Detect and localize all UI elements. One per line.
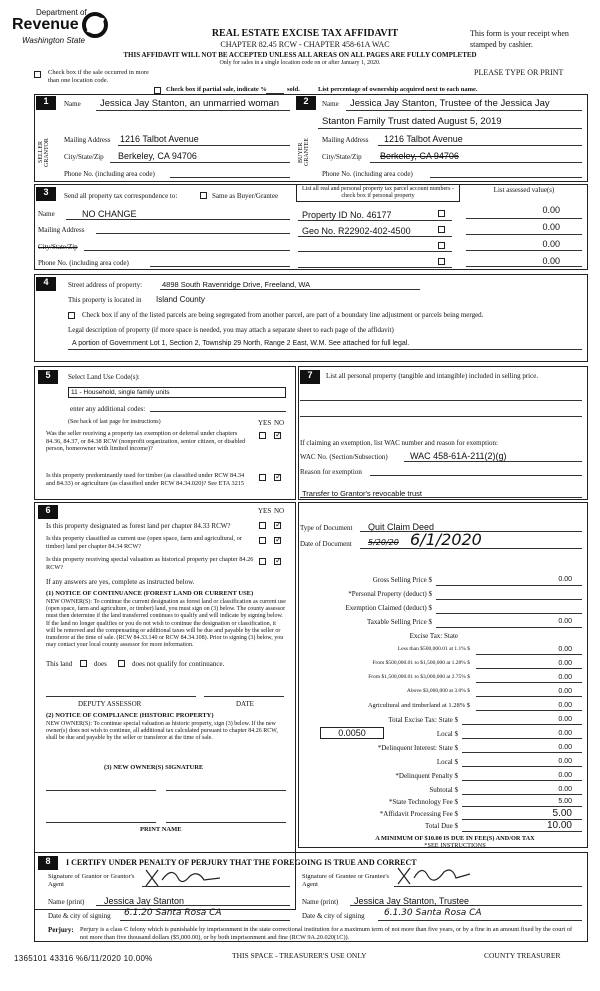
grantee-signature-mark (394, 864, 504, 886)
buyer-city[interactable]: Berkeley, CA 94706 (380, 151, 459, 161)
county-treasurer: COUNTY TREASURER (484, 951, 561, 960)
parcel-1[interactable]: Property ID No. 46177 (302, 210, 392, 220)
buyer-city-label: City/State/Zip (322, 153, 362, 161)
assessed-3[interactable]: 0.00 (542, 239, 560, 249)
located-label: This property is located in (68, 296, 142, 304)
same-as-buyer-label: Same as Buyer/Grantee (212, 192, 279, 200)
print-name-label: PRINT NAME (140, 826, 182, 833)
dor-logo (8, 8, 128, 48)
s6-q2: Is this property classified as current use (open space, farm and agricultural, or timber) land per chapter 84.34 RCW? (46, 535, 242, 550)
tax-row-value[interactable]: 0.00 (558, 730, 572, 737)
tax-row-label: Agricultural and timberland at 1.28% $ (367, 702, 470, 709)
perjury-label: Perjury: (48, 926, 74, 934)
reason-label: Reason for exemption (300, 468, 362, 476)
tax-row-value[interactable]: 0.00 (558, 674, 572, 681)
grantee-name-label: Name (print) (302, 898, 339, 906)
tax-row-label: Local $ (436, 758, 458, 766)
s3-mail-label: Mailing Address (38, 226, 85, 234)
doc-type-label: Type of Document (300, 524, 353, 532)
seller-name-label: Name (64, 100, 81, 108)
section-8-number: 8 (38, 856, 58, 870)
list-pct-label: List percentage of ownership acquired next to each name. (318, 86, 478, 93)
legal-value[interactable]: A portion of Government Lot 1, Section 2, Township 29 North, Range 2 East, W.M. See attached for full legal. (72, 340, 410, 347)
s5-q2-yes[interactable] (259, 474, 266, 481)
tax-row-value[interactable]: 0.00 (558, 716, 572, 723)
tax-row-label: *Delinquent Penalty $ (395, 772, 458, 780)
assessed-4[interactable]: 0.00 (542, 256, 560, 266)
s5-q2-no[interactable] (274, 474, 281, 481)
tax-row-label: Subtotal $ (429, 786, 458, 794)
buyer-mail-label: Mailing Address (322, 136, 369, 144)
logo-mark-icon (82, 12, 108, 38)
s6-q1-yes[interactable] (259, 522, 266, 529)
tax-row-value[interactable]: 0.00 (558, 744, 572, 751)
seller-side-label: SELLER GRANTOR (38, 138, 50, 167)
minimum-due-note: A MINIMUM OF $10.00 IS DUE IN FEE(S) AND/OR TAX (375, 835, 535, 842)
exemption-claim-label: If claiming an exemption, list WAC number and reason for exemption: (300, 439, 498, 447)
seller-name[interactable]: Jessica Jay Stanton, an unmarried woman (100, 98, 280, 109)
seller-phone-label: Phone No. (including area code) (64, 170, 155, 178)
land-use-label: Select Land Use Code(s): (68, 373, 140, 381)
tax-row-label: *Delinquent Interest: State $ (377, 744, 458, 752)
tax-row-label: From $1,500,000.01 to $3,000,000 at 2.75% $ (368, 674, 470, 680)
s6-yes: YES (258, 507, 272, 515)
personal-property-label: List all personal property (tangible and intangible) included in selling price. (326, 372, 539, 380)
notice-1-title: (1) NOTICE OF CONTINUANCE (FOREST LAND OR CURRENT USE) (46, 590, 254, 597)
s3-city-label: City/State/Zip (38, 243, 78, 251)
only-for-note: Only for sales in a single location code on or after January 1, 2020. (219, 60, 381, 66)
segregated-checkbox[interactable] (68, 312, 75, 319)
seller-mail-label: Mailing Address (64, 136, 111, 144)
s3-name-label: Name (38, 210, 55, 218)
tax-row-label: Above $3,000,000 at 3.0% $ (406, 688, 470, 694)
does-label: does (94, 660, 107, 668)
tax-row-value[interactable]: 0.00 (558, 758, 572, 765)
doc-type-value[interactable]: Quit Claim Deed (368, 522, 435, 532)
same-as-buyer-checkbox[interactable] (200, 192, 207, 199)
logo-state: Washington State (22, 36, 86, 45)
multi-location-label: Check box if the sale occurred in more than one location code. (48, 69, 149, 84)
street-value[interactable]: 4898 South Ravenridge Drive, Freeland, WA (162, 280, 311, 289)
tax-row-label: Less than $500,000.01 at 1.1% $ (397, 646, 470, 652)
buyer-name-line2[interactable]: Stanton Family Trust dated August 5, 2019 (322, 116, 502, 127)
additional-codes-label: enter any additional codes: (70, 405, 146, 413)
parcel-header: List all real and personal property tax parcel account numbers - check box if personal property (302, 186, 454, 199)
section-1-number: 1 (36, 96, 56, 110)
perjury-text: Perjury is a class C felony which is punishable by imprisonment in the state correctional institution for a maximum term of not more than five years, or by a fine in an amount fixed by the court of not more than five thousand dollars ($5,000.00), or by both imprisonment and fine (RCW 9A.20.020(1C)). (80, 926, 573, 941)
seller-city-label: City/State/Zip (64, 153, 104, 161)
s6-q3-yes[interactable] (259, 558, 266, 565)
receipt-note: This form is your receipt when stamped by cashier. (470, 29, 569, 49)
form-title: REAL ESTATE EXCISE TAX AFFIDAVIT (211, 28, 399, 39)
section-3-number: 3 (36, 187, 56, 201)
grantor-signature-mark (142, 866, 252, 888)
logo-revenue: Revenue (12, 16, 79, 33)
section-2-number: 2 (296, 96, 316, 110)
tax-row-label: Exemption Claimed (deduct) $ (345, 604, 432, 612)
see-instructions-note: *SEE INSTRUCTIONS (424, 842, 486, 849)
parcel-3-personal-checkbox[interactable] (438, 242, 445, 249)
tax-row-label: *Personal Property (deduct) $ (348, 590, 432, 598)
grantee-name[interactable]: Jessica Jay Stanton, Trustee (354, 896, 470, 906)
date-label: DATE (236, 700, 254, 708)
notice-1-text: NEW OWNER(S): To continue the current designation as forest land or classification as current use (open space, farm and agriculture, or timber) land, you must sign on (3) below. The county assessor must then determine if the land transferred continues to qualify and will indicate by signing below. If the land no longer qualifies or you do not wish to continue the designation or classification, it will be removed and the compensating or additional taxes will be due and payable by the seller or transferor at the time of sale. (RCW 84.33.140 or RCW 84.34.108). Prior to signing (3) below, you may contact your local county assessor for more information. (46, 599, 286, 649)
s6-q2-no[interactable] (274, 537, 281, 544)
tax-row-label: Local $ (436, 730, 458, 738)
not-qualify-label: does not qualify for continuance. (132, 660, 225, 668)
treasurer-use-only: THIS SPACE - TREASURER'S USE ONLY (232, 951, 367, 960)
send-correspondence-label: Send all property tax correspondence to: (64, 192, 178, 200)
street-label: Street address of property: (68, 281, 143, 289)
s5-q1-yes[interactable] (259, 432, 266, 439)
grantor-name[interactable]: Jessica Jay Stanton (104, 896, 185, 906)
local-rate: 0.0050 (338, 728, 366, 738)
grantee-signature-label: Signature of Grantee or Grantee's Agent (302, 873, 390, 888)
tax-row-value[interactable]: 0.00 (558, 618, 572, 625)
s3-phone-label: Phone No. (including area code) (38, 259, 129, 267)
land-use-value: 11 - Household, single family units (71, 389, 170, 396)
grantee-date-label: Date & city of signing (302, 912, 365, 920)
deputy-assessor-label: DEPUTY ASSESSOR (78, 700, 142, 708)
tax-row-label: *State Technology Fee $ (388, 798, 458, 806)
parcel-2-personal-checkbox[interactable] (438, 226, 445, 233)
tax-row-value[interactable]: 0.00 (558, 772, 572, 779)
does-not-qualify-checkbox[interactable] (118, 660, 125, 667)
if-yes-note: If any answers are yes, complete as instructed below. (46, 578, 195, 586)
tax-row-value[interactable]: 0.00 (558, 660, 572, 667)
grantor-signature-label: Signature of Grantor or Grantor's Agent (48, 873, 135, 888)
this-land-label: This land (46, 660, 73, 668)
reason-value[interactable]: Transfer to Grantor's revocable trust (302, 489, 422, 498)
partial-sold-label: sold. (287, 86, 300, 93)
tax-row-value[interactable]: 0.00 (558, 702, 572, 709)
grantor-date-label: Date & city of signing (48, 912, 111, 920)
form-warning: THIS AFFIDAVIT WILL NOT BE ACCEPTED UNLESS ALL AREAS ON ALL PAGES ARE FULLY COMPLETED (123, 51, 477, 59)
buyer-mail[interactable]: 1216 Talbot Avenue (384, 134, 463, 144)
logo-dept: Department of (36, 8, 87, 17)
doc-date-struck: 5/20/20 (368, 538, 399, 547)
s6-q1: Is this property designated as forest land per chapter 84.33 RCW? (46, 522, 231, 530)
wac-value[interactable]: WAC 458-61A-211(2)(g) (410, 451, 507, 461)
grantor-name-label: Name (print) (48, 898, 85, 906)
grantee-date[interactable]: 6.1.30 Santa Rosa CA (384, 908, 482, 918)
tax-row-label: Gross Selling Price $ (372, 576, 432, 584)
s6-no: NO (274, 507, 285, 515)
notice-2-text: NEW OWNER(S): To continue special valuation as historic property, sign (3) below. If the new owner(s) does not wish to continue, all additional tax calculated pursuant to chapter 84.26 RCW, shall be due and payable by the seller or transferor at the time of sale. (46, 721, 278, 742)
see-back-note: (See back of last page for instructions) (68, 419, 161, 425)
parcel-1-personal-checkbox[interactable] (438, 210, 445, 217)
s6-q3-no[interactable] (274, 558, 281, 565)
s6-q1-no[interactable] (274, 522, 281, 529)
partial-sale-label: Check box if partial sale, indicate % (166, 86, 267, 93)
grantor-signature[interactable] (142, 866, 282, 886)
tax-row-label: Total Excise Tax: State $ (388, 716, 458, 724)
form-chapter: CHAPTER 82.45 RCW - CHAPTER 458-61A WAC (220, 40, 390, 49)
doc-date-value[interactable]: 6/1/2020 (410, 530, 482, 549)
tax-row-value[interactable]: 5.00 (558, 798, 572, 805)
s5-q1-no[interactable] (274, 432, 281, 439)
tax-row-value[interactable]: 10.00 (546, 820, 572, 831)
grantee-signature[interactable] (394, 864, 534, 886)
tax-row-value[interactable]: 0.00 (558, 646, 572, 653)
section-4-number: 4 (36, 277, 56, 291)
s3-name[interactable]: NO CHANGE (82, 209, 137, 219)
seller-mail[interactable]: 1216 Talbot Avenue (120, 134, 199, 144)
assessed-1[interactable]: 0.00 (542, 205, 560, 215)
notice-3-title: (3) NEW OWNER(S) SIGNATURE (104, 764, 204, 771)
cashier-stamp: 1365101 43316 %6/11/2020 10.00% (14, 954, 153, 963)
s6-q3: Is this property receiving special valuation as historical property per chapter 84.26 RCW? (46, 556, 254, 571)
buyer-side-label: BUYER GRANTEE (298, 138, 310, 167)
buyer-name-line1[interactable]: Jessica Jay Stanton, Trustee of the Jessica Jay (350, 98, 550, 109)
tax-row-value[interactable]: 5.00 (552, 808, 572, 819)
section-7-number: 7 (300, 370, 320, 384)
tax-row-label: *Affidavit Processing Fee $ (379, 810, 458, 818)
legal-label: Legal description of property (if more space is needed, you may attach a separate sheet to each page of the affidavit) (68, 326, 394, 334)
tax-row-value[interactable]: 0.00 (558, 786, 572, 793)
parcel-2[interactable]: Geo No. R22902-402-4500 (302, 226, 411, 236)
wac-label: WAC No. (Section/Subsection) (300, 453, 388, 461)
s6-q2-yes[interactable] (259, 537, 266, 544)
buyer-phone-label: Phone No. (including area code) (322, 170, 413, 178)
buyer-name-label: Name (322, 100, 339, 108)
s5-no: NO (274, 419, 285, 427)
seller-city[interactable]: Berkeley, CA 94706 (118, 151, 197, 161)
segregated-label: Check box if any of the listed parcels are being segregated from another parcel, are part of a boundary line adjustment or parcels being merged. (82, 311, 484, 319)
s5-yes: YES (258, 419, 272, 427)
partial-sale-checkbox[interactable] (154, 87, 161, 94)
tax-row-value[interactable]: 0.00 (558, 576, 572, 583)
certify-statement: I CERTIFY UNDER PENALTY OF PERJURY THAT THE FOREGOING IS TRUE AND CORRECT (66, 858, 417, 867)
doc-date-label: Date of Document (300, 540, 352, 548)
does-qualify-checkbox[interactable] (80, 660, 87, 667)
s5-q1: Was the seller receiving a property tax exemption or deferral under chapters 84.36, 84.37, or 84.38 RCW (nonprofit organization, senior citizen, or disabled person, homeowner with limited income)? (46, 430, 246, 452)
type-or-print: PLEASE TYPE OR PRINT (474, 68, 564, 77)
grantor-date[interactable]: 6.1.20 Santa Rosa CA (124, 908, 222, 918)
assessed-header: List assessed value(s) (493, 186, 555, 194)
tax-row-label: Excise Tax: State (409, 632, 458, 640)
tax-row-value[interactable]: 0.00 (558, 688, 572, 695)
tax-row-label: From $500,000.01 to $1,500,000 at 1.28% $ (372, 660, 470, 666)
section-6-number: 6 (38, 505, 58, 519)
parcel-4-personal-checkbox[interactable] (438, 258, 445, 265)
county-value[interactable]: Island County (156, 295, 205, 304)
notice-2-title: (2) NOTICE OF COMPLIANCE (HISTORIC PROPERTY) (46, 712, 214, 719)
section-7 (298, 366, 588, 500)
assessed-2[interactable]: 0.00 (542, 222, 560, 232)
s5-q2: Is this property predominantly used for timber (as classified under RCW 84.34 and 84.33) or agriculture (as classified under RCW 84.34.020)? See ETA 3215 (46, 472, 245, 487)
tax-row-label: Taxable Selling Price $ (366, 618, 432, 626)
multi-location-checkbox[interactable] (34, 71, 41, 78)
section-5-number: 5 (38, 370, 58, 384)
tax-row-label: Total Due $ (425, 822, 458, 830)
